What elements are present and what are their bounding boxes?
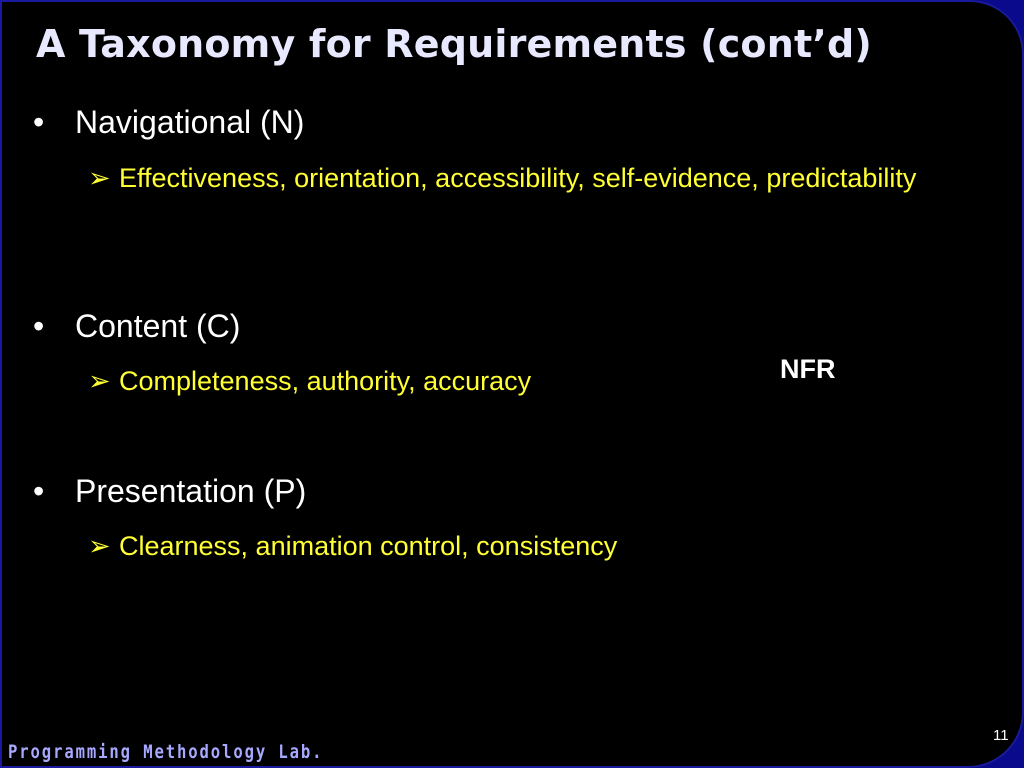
bullet-item-presentation xyxy=(33,473,306,510)
footer-lab-name: Programming Methodology Lab. xyxy=(8,741,324,763)
sub-bullet-text: Completeness, authority, accuracy xyxy=(119,366,532,396)
slide-title: A Taxonomy for Requirements (cont’d) xyxy=(36,22,872,66)
bullet-icon: • xyxy=(33,104,45,140)
sub-bullet-navigational xyxy=(88,159,948,197)
page-number: 11 xyxy=(993,727,1009,744)
bullet-icon: • xyxy=(33,473,45,509)
nfr-label: NFR xyxy=(780,354,836,384)
sub-bullet-content xyxy=(88,362,788,400)
bullet-icon: • xyxy=(33,308,45,344)
sub-bullet-text: Effectiveness, orientation, accessibility, self-evidence, predictability xyxy=(119,163,917,193)
bullet-label: Presentation (P) xyxy=(75,473,307,509)
sub-bullet-text: Clearness, animation control, consistency xyxy=(119,531,618,561)
bullet-label: Content (C) xyxy=(75,308,241,344)
sub-bullet-presentation xyxy=(88,527,888,565)
arrow-bullet-icon: ➢ xyxy=(88,531,111,561)
bullet-item-navigational xyxy=(33,104,304,141)
bullet-label: Navigational (N) xyxy=(75,104,305,140)
arrow-bullet-icon: ➢ xyxy=(88,163,111,193)
arrow-bullet-icon: ➢ xyxy=(88,366,111,396)
bullet-item-content xyxy=(33,308,240,345)
